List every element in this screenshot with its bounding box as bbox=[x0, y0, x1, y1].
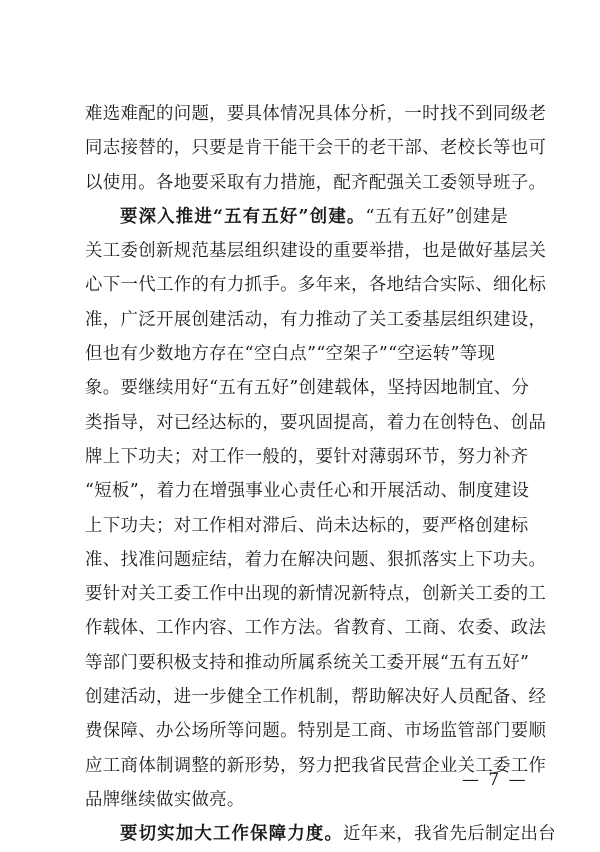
text-line: 类指导，对已经达标的，要巩固提高，着力在创特色、创品 bbox=[85, 412, 547, 433]
text-line: 准，广泛开展创建活动，有力推动了关工委基层组织建设， bbox=[85, 309, 547, 330]
body-text bbox=[85, 97, 556, 852]
text-line: 以使用。各地要采取有力措施，配齐配强关工委领导班子。 bbox=[85, 172, 547, 193]
section-heading-line: 要深入推进“五有五好”创建。“五有五好”创建是 bbox=[120, 206, 509, 227]
text-line: 上下功夫；对工作相对滞后、尚未达标的，要严格创建标 bbox=[85, 515, 529, 536]
text-line: 同志接替的，只要是肯干能干会干的老干部、老校长等也可 bbox=[85, 138, 547, 159]
text-line: 关工委创新规范基层组织建设的重要举措，也是做好基层关 bbox=[85, 241, 547, 262]
text-line: 作载体、工作内容、工作方法。省教育、工商、农委、政法 bbox=[85, 618, 547, 639]
text-line: 创建活动，进一步健全工作机制，帮助解决好人员配备、经 bbox=[85, 687, 547, 708]
text-line: 象。要继续用好“五有五好”创建载体，坚持因地制宜、分 bbox=[85, 378, 530, 399]
text-line: 要针对关工委工作中出现的新情况新特点，创新关工委的工 bbox=[85, 584, 547, 605]
text-line: 费保障、办公场所等问题。特别是工商、市场监管部门要顺 bbox=[85, 721, 547, 742]
text-line: 心下一代工作的有力抓手。多年来，各地结合实际、细化标 bbox=[85, 275, 547, 296]
text-line: 准、找准问题症结，着力在解决问题、狠抓落实上下功夫。 bbox=[85, 549, 547, 570]
text-line: “短板”，着力在增强事业心责任心和开展活动、制度建设 bbox=[85, 481, 530, 502]
text-line: 难选难配的问题，要具体情况具体分析，一时找不到同级老 bbox=[85, 104, 547, 124]
text-line: 等部门要积极支持和推动所属系统关工委开展“五有五好” bbox=[85, 652, 530, 673]
text-line: 牌上下功夫；对工作一般的，要针对薄弱环节，努力补齐 bbox=[85, 446, 529, 467]
section-heading-line: 要切实加大工作保障力度。近年来，我省先后制定出台 bbox=[120, 824, 556, 845]
text-line: 品牌继续做实做亮。 bbox=[85, 789, 245, 810]
section-heading: 要切实加大工作保障力度。 bbox=[120, 824, 344, 845]
text-line: 应工商体制调整的新形势，努力把我省民营企业关工委工作 bbox=[85, 755, 547, 776]
section-heading: 要深入推进“五有五好”创建。 bbox=[120, 206, 366, 227]
page-number: — 7 — bbox=[462, 770, 528, 790]
text-line: 但也有少数地方存在“空白点”“空架子”“空运转”等现 bbox=[85, 344, 496, 365]
